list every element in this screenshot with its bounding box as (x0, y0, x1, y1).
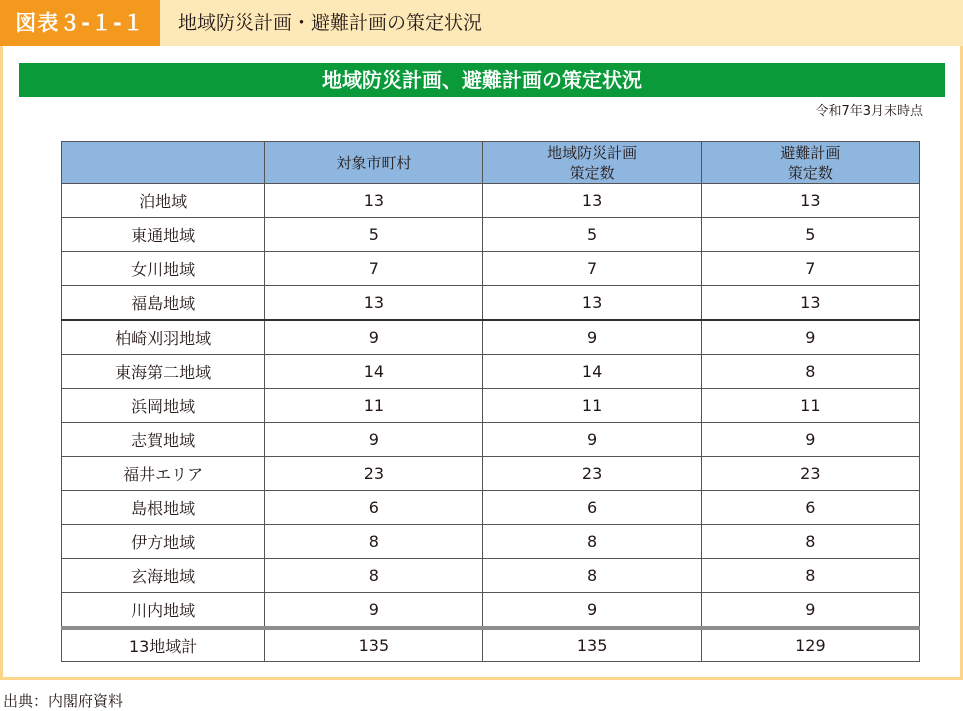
cell-area: 伊方地域 (62, 525, 265, 559)
figure-title: 地域防災計画・避難計画の策定状況 (178, 12, 483, 34)
table-row (62, 491, 920, 525)
table-row (62, 355, 920, 389)
cell-municipalities: 14 (265, 355, 483, 389)
figure-label: 図表３-１-１ (0, 0, 160, 46)
cell-area: 川内地域 (62, 593, 265, 629)
cell-area: 東通地域 (62, 218, 265, 252)
cell-disaster-plans: 9 (483, 593, 701, 629)
cell-area: 福島地域 (62, 286, 265, 321)
table-row (62, 184, 920, 218)
table-header-row (62, 142, 920, 184)
cell-municipalities: 135 (265, 628, 483, 662)
cell-area: 浜岡地域 (62, 389, 265, 423)
cell-disaster-plans: 23 (483, 457, 701, 491)
cell-municipalities: 8 (265, 525, 483, 559)
cell-evacuation-plans: 8 (701, 355, 919, 389)
cell-disaster-plans: 13 (483, 184, 701, 218)
cell-evacuation-plans: 13 (701, 286, 919, 321)
cell-evacuation-plans: 9 (701, 320, 919, 355)
table-row (62, 252, 920, 286)
table-row (62, 389, 920, 423)
header-text: 策定数 (787, 163, 833, 182)
cell-municipalities: 6 (265, 491, 483, 525)
cell-disaster-plans: 5 (483, 218, 701, 252)
header-municipalities (265, 142, 483, 184)
cell-disaster-plans: 9 (483, 423, 701, 457)
cell-area: 泊地域 (62, 184, 265, 218)
table-row (62, 559, 920, 593)
cell-disaster-plans: 8 (483, 525, 701, 559)
cell-area: 玄海地域 (62, 559, 265, 593)
cell-evacuation-plans: 7 (701, 252, 919, 286)
table-row (62, 525, 920, 559)
cell-municipalities: 9 (265, 593, 483, 629)
table-body (62, 184, 920, 662)
plan-status-table (61, 141, 920, 662)
header-disaster-plans (483, 142, 701, 184)
table-row (62, 320, 920, 355)
table-total-row (62, 628, 920, 662)
cell-evacuation-plans: 23 (701, 457, 919, 491)
header-text: 地域防災計画 (547, 143, 638, 162)
header-text: 対象市町村 (336, 153, 412, 172)
cell-area: 福井エリア (62, 457, 265, 491)
cell-evacuation-plans: 6 (701, 491, 919, 525)
cell-evacuation-plans: 9 (701, 423, 919, 457)
cell-municipalities: 8 (265, 559, 483, 593)
cell-evacuation-plans: 11 (701, 389, 919, 423)
cell-municipalities: 23 (265, 457, 483, 491)
header-evacuation-plans (701, 142, 919, 184)
cell-disaster-plans: 7 (483, 252, 701, 286)
cell-area: 島根地域 (62, 491, 265, 525)
cell-municipalities: 7 (265, 252, 483, 286)
cell-evacuation-plans: 5 (701, 218, 919, 252)
cell-municipalities: 11 (265, 389, 483, 423)
cell-disaster-plans: 8 (483, 559, 701, 593)
cell-disaster-plans: 11 (483, 389, 701, 423)
as-of-date: 令和7年3月末時点 (815, 104, 923, 119)
cell-municipalities: 5 (265, 218, 483, 252)
table-row (62, 218, 920, 252)
cell-evacuation-plans: 9 (701, 593, 919, 629)
cell-evacuation-plans: 129 (701, 628, 919, 662)
cell-evacuation-plans: 13 (701, 184, 919, 218)
figure-header (0, 0, 963, 46)
cell-disaster-plans: 9 (483, 320, 701, 355)
table-row (62, 286, 920, 321)
cell-disaster-plans: 13 (483, 286, 701, 321)
cell-area: 東海第二地域 (62, 355, 265, 389)
cell-municipalities: 9 (265, 320, 483, 355)
cell-disaster-plans: 135 (483, 628, 701, 662)
cell-municipalities: 13 (265, 184, 483, 218)
cell-disaster-plans: 6 (483, 491, 701, 525)
table-row (62, 593, 920, 629)
cell-evacuation-plans: 8 (701, 525, 919, 559)
cell-municipalities: 13 (265, 286, 483, 321)
cell-area: 13地域計 (62, 628, 265, 662)
table-title-banner: 地域防災計画、避難計画の策定状況 (19, 63, 945, 97)
table-row (62, 423, 920, 457)
cell-disaster-plans: 14 (483, 355, 701, 389)
cell-evacuation-plans: 8 (701, 559, 919, 593)
header-text: 策定数 (569, 163, 615, 182)
cell-area: 志賀地域 (62, 423, 265, 457)
source-note: 出典：内閣府資料 (3, 692, 124, 710)
cell-area: 女川地域 (62, 252, 265, 286)
table-row (62, 457, 920, 491)
header-text: 避難計画 (780, 143, 841, 162)
cell-area: 柏崎刈羽地域 (62, 320, 265, 355)
cell-municipalities: 9 (265, 423, 483, 457)
header-area (62, 142, 265, 184)
